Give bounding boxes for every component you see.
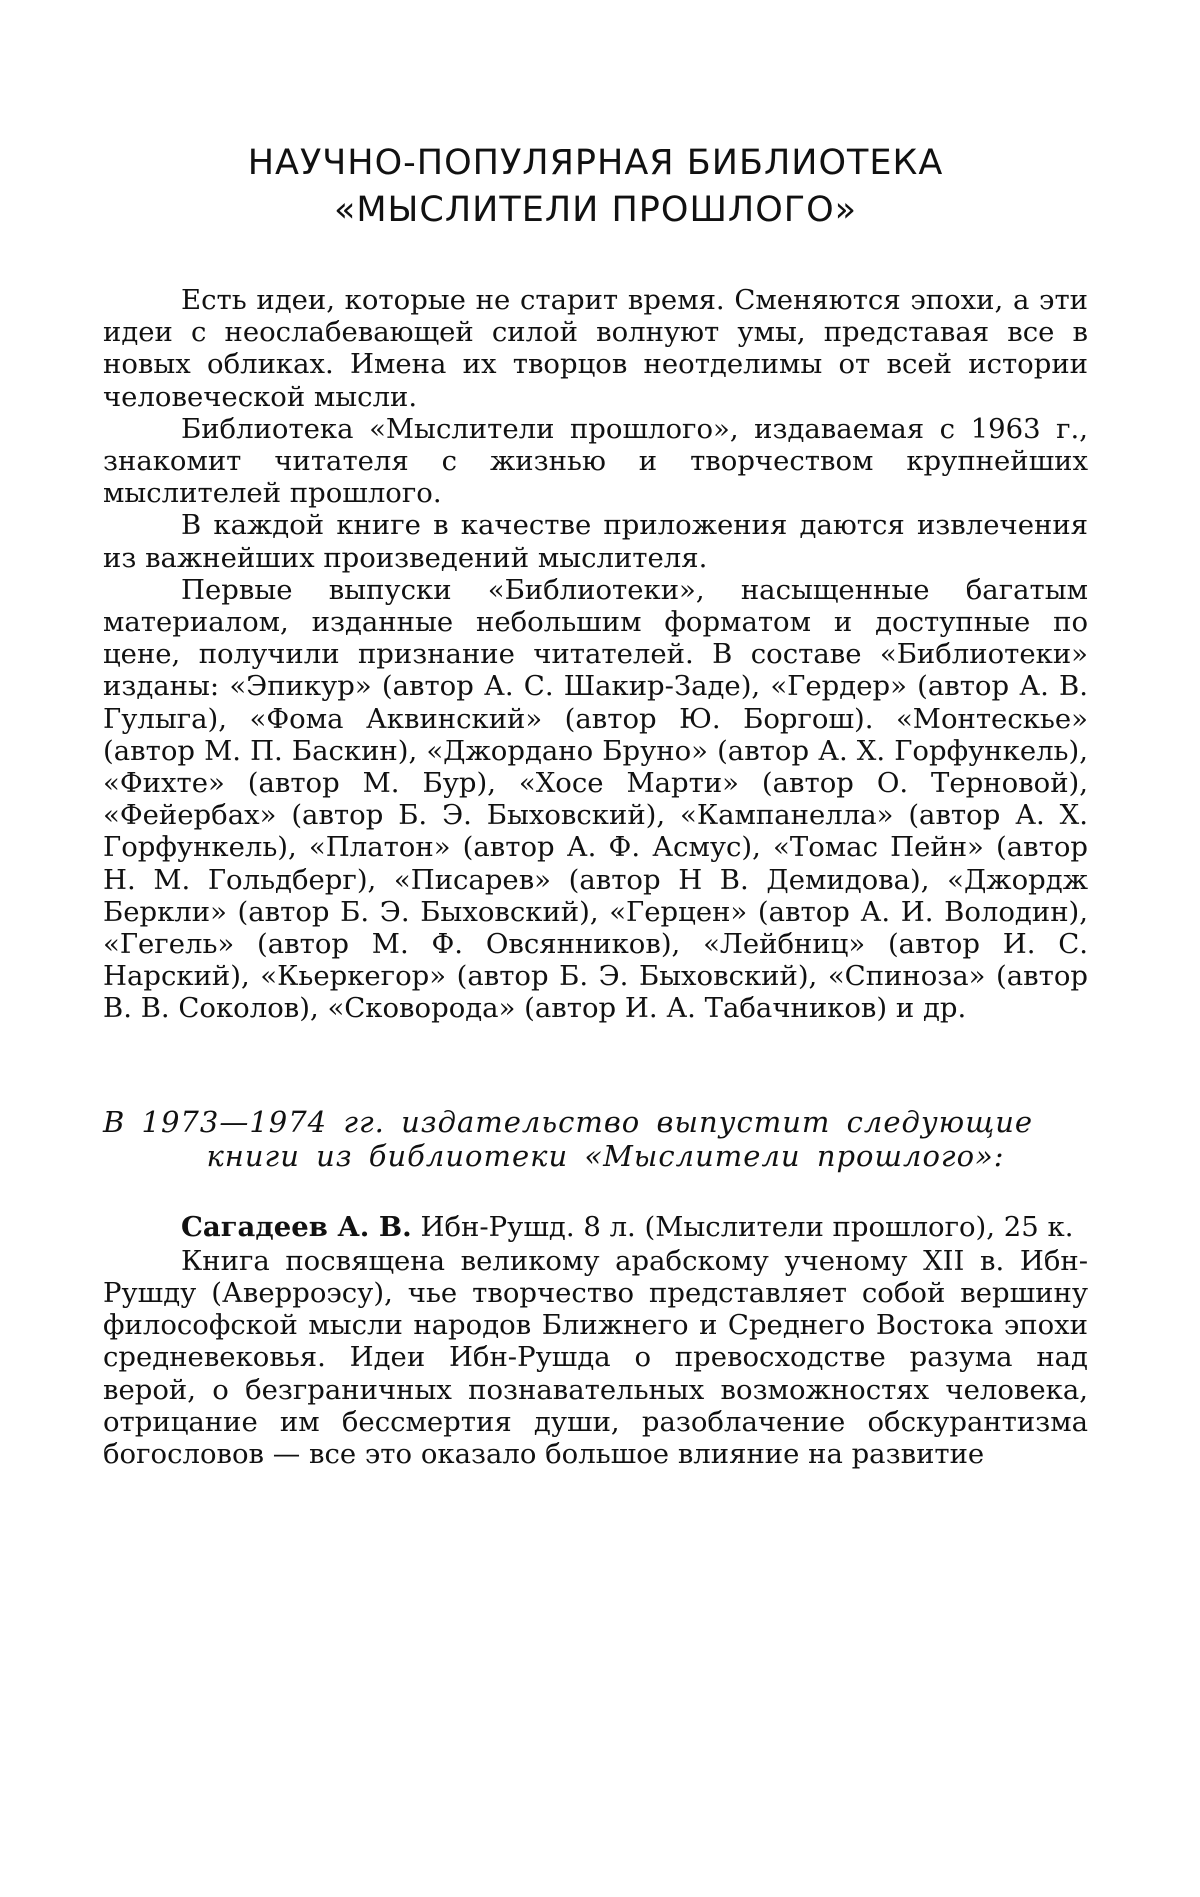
intro-paragraph-3: В каждой книге в качестве приложения даются извлечения из важнейших произведений мыслителя. — [103, 509, 1088, 574]
plan-line-2: книги из библиотеки «Мыслители прошлого»: — [206, 1138, 1005, 1173]
page-heading — [103, 140, 1088, 234]
book-entry — [103, 1211, 1088, 1243]
book-details: Ибн-Рушд. 8 л. (Мыслители прошлого), 25 к. — [420, 1210, 1074, 1243]
book-description: Книга посвящена великому арабскому ученому XII в. Ибн-Рушду (Аверроэсу), чье творчество представляет собой вершину философской мысли народов Ближнего и Среднего Востока эпохи средневековья. Идеи Ибн-Рушда о превосходстве разума над верой, о безграничных познавательных возможностях человека, отрицание им бессмертия души, разоблачение обскурантизма богословов — все это оказало большое влияние на развитие — [103, 1244, 1088, 1471]
series-intro — [103, 284, 1088, 1025]
book-announcement — [103, 1211, 1088, 1471]
publishing-plan-heading — [103, 1105, 1088, 1173]
intro-paragraph-1: Есть идеи, которые не старит время. Сменяются эпохи, а эти идеи с неослабевающей силой волнуют умы, представая все в новых обликах. Имена их творцов неотделимы от всей истории человеческой мысли. — [103, 284, 1088, 413]
intro-paragraph-2: Библиотека «Мыслители прошлого», издаваемая с 1963 г., знакомит читателя с жизнью и творчеством крупнейших мыслителей прошлого. — [103, 412, 1088, 510]
book-author: Сагадеев А. В. — [181, 1210, 412, 1243]
heading-line-2: «МЫСЛИТЕЛИ ПРОШЛОГО» — [333, 190, 858, 230]
heading-line-1: НАУЧНО-ПОПУЛЯРНАЯ БИБЛИОТЕКА — [247, 143, 944, 183]
book-page — [103, 140, 1088, 1470]
plan-line-1: В 1973—1974 гг. издательство выпустит следующие — [103, 1104, 1034, 1139]
intro-paragraph-4: Первые выпуски «Библиотеки», насыщенные багатым материалом, изданные небольшим форматом и доступные по цене, получили признание читателей. В составе «Библиотеки» изданы: «Эпикур» (автор А. С. Шакир-Заде), «Гердер» (автор А. В. Гулыга), «Фома Аквинский» (автор Ю. Боргош). «Монтескье» (автор М. П. Баскин), «Джордано Бруно» (автор А. X. Горфункель), «Фихте» (автор М. Бур), «Хосе Марти» (автор О. Терновой), «Фейербах» (автор Б. Э. Быховский), «Кампанелла» (автор А. X. Горфункель), «Платон» (автор А. Ф. Асмус), «Томас Пейн» (автор Н. М. Гольдберг), «Писарев» (автор Н В. Демидова), «Джордж Беркли» (автор Б. Э. Быховский), «Герцен» (автор А. И. Володин), «Гегель» (автор М. Ф. Овсянников), «Лейбниц» (автор И. С. Нарский), «Кьеркегор» (автор Б. Э. Быховский), «Спиноза» (автор В. В. Соколов), «Сковорода» (автор И. А. Табачников) и др. — [103, 573, 1088, 1025]
